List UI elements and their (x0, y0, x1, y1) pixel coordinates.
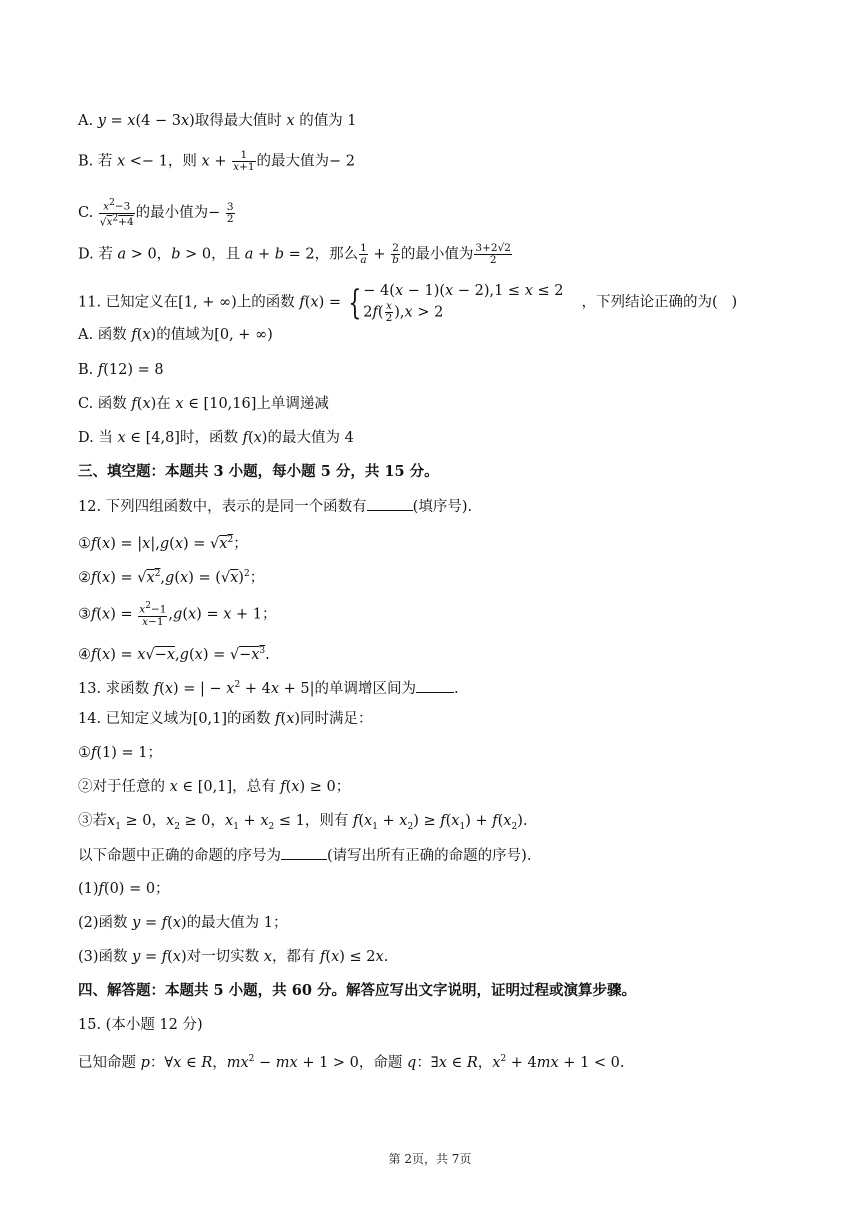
option-11a: A. 函数 f(x)的值域为[0, + ∞) (78, 327, 273, 343)
question-12-stem: 12. 下列四组函数中，表示的是同一个函数有 (填序号). (78, 496, 472, 517)
option-10d: D. 若 a > 0，b > 0，且 a + b = 2，那么 $\frac{1}{a}$ + $\frac{2}{b}$ 的最小值为 $\frac{3+2√2}{2}$ (78, 242, 511, 266)
section-4-heading: 四、解答题：本题共 5 小题，共 60 分。解答应写出文字说明，证明过程或演算步骤。 (78, 982, 636, 999)
option-10b: B. 若 x <− 1，则 x + $\frac{1}{x+1}$ 的最大值为− 2 (78, 149, 355, 173)
question-11-stem: 11. 已知定义在[1, + ∞)上的函数 f(x) = { − 4(x − 1)(x − 2),1 ≤ x ≤ 2 2f( $\frac{x}{2}$ ),x > 2 ，下列结论正确的为( ) (78, 282, 738, 324)
question-14-cond-2: ②对于任意的 x ∈ [0,1]，总有 f(x) ≥ 0； (78, 779, 351, 795)
question-12-item-4: ④f(x) = $x√-x,g(x) = √-x^3$. (78, 646, 270, 663)
question-12-item-3: ③f(x) = $\frac{x^2-1}{x-1}$ ,g(x) = x + 1； (78, 601, 277, 628)
option-10c: C. $\frac{x^2-3}{√x^2+4}$ 的最小值为− $\frac{3}{2}$ (78, 198, 234, 228)
question-13: 13. 求函数 f(x) = | − $x^2 + 4x + 5|$的单调增区间为 . (78, 675, 459, 699)
section-3-heading: 三、填空题：本题共 3 小题，每小题 5 分，共 15 分。 (78, 463, 439, 480)
question-15-head: 15. (本小题 12 分) (78, 1017, 203, 1033)
question-14-prop-2: (2)函数 y = f(x)的最大值为 1； (78, 915, 288, 931)
question-14-prop-3: (3)函数 y = f(x)对一切实数 x，都有 f(x) ≤ 2x. (78, 949, 389, 965)
question-14-cond-1: ①f(1) = 1； (78, 745, 163, 761)
question-14-cond-3: ③若$x_1 \ge 0$，$x_2 \ge 0$，$x_1 + x_2 \le 1$，则有 $f(x_1 + x_2) \ge f(x_1) + f(x_2)$. (78, 813, 528, 832)
question-12-item-2: ②f(x) = $√x^2,g(x) = (√x)^2$； (78, 569, 265, 586)
option-11c: C. 函数 f(x)在 x ∈ [10,16]上单调递减 (78, 396, 329, 412)
question-14-stem: 14. 已知定义域为[0,1]的函数 f(x)同时满足： (78, 711, 373, 727)
question-15-stem: 已知命题 p：∀x ∈ R，$mx^2$ − mx + 1 > 0，命题 q：∃x ∈ R，$x^2 + 4mx + 1 < 0$. (78, 1054, 625, 1071)
page-footer: 第 2页，共 7页 (388, 1152, 472, 1166)
option-11d: D. 当 x ∈ [4,8]时，函数 f(x)的最大值为 4 (78, 430, 354, 446)
option-10a: A. y = x(4 − 3x)取得最大值时 x 的值为 1 (78, 113, 357, 129)
question-14-ask: 以下命题中正确的命题的序号为 (请写出所有正确的命题的序号). (78, 845, 531, 866)
question-14-prop-1: (1)f(0) = 0； (78, 881, 170, 897)
question-12-item-1: ①f(x) = $|x|,g(x) = √x^2$； (78, 535, 248, 552)
option-11b: B. f(12) = 8 (78, 362, 164, 378)
